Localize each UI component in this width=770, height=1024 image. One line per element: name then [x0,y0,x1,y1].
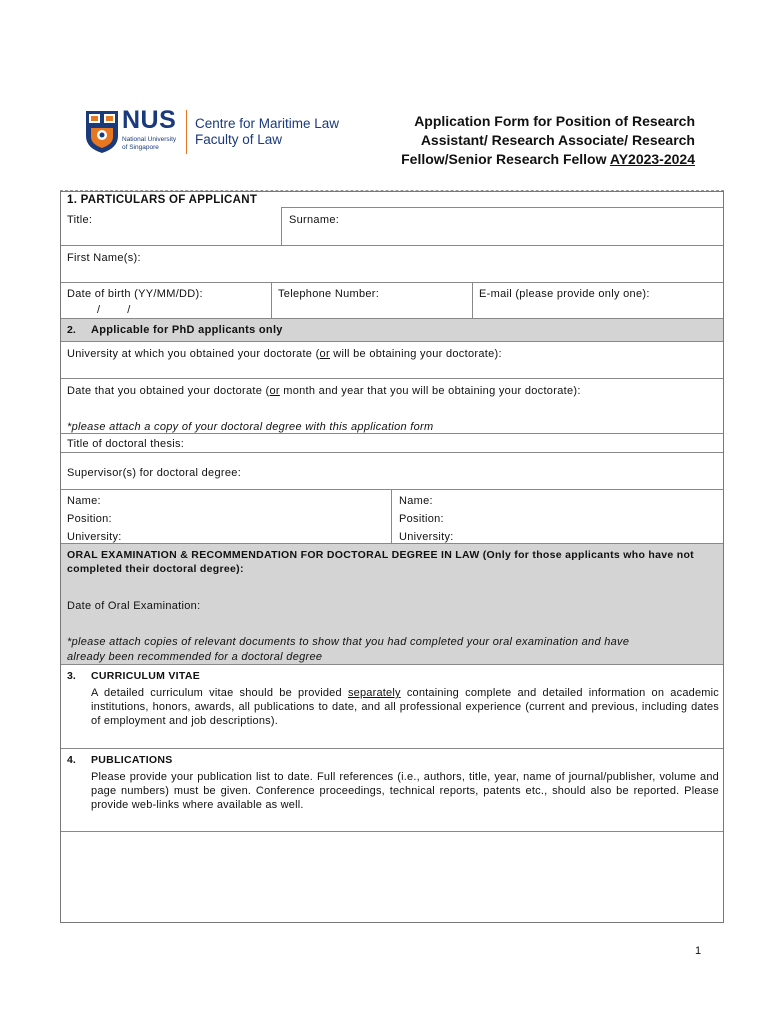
supervisor-label: Supervisor(s) for doctoral degree: [67,467,242,479]
form-title-line-2: Assistant/ Research Associate/ Research [420,132,695,148]
form-title-line-1: Application Form for Position of Research [414,113,695,129]
nus-wordmark: NUS [122,106,177,134]
section-4-text: Please provide your publication list to date. Full references (i.e., authors, title, year, name of journal/publisher, volume and page numbers) must be given. Conference proceedings, technical reports, patents etc., should also be reported. Please provide web-links where available as well. [91,771,719,811]
email-label: E-mail (please provide only one): [479,288,650,300]
oral-note-line-1: *please attach copies of relevant documents to show that you had completed your oral examination and have [67,636,630,648]
supervisor-1-position-label: Position: [67,513,112,525]
nus-logo [85,108,355,158]
supervisor-2-university-label: University: [399,531,454,543]
supervisor-2-name-label: Name: [399,495,433,507]
form-title [365,112,695,169]
dob-label: Date of birth (YY/MM/DD): [67,288,203,300]
section-4-heading: PUBLICATIONS [91,754,173,766]
centre-name [195,116,339,148]
first-name-label: First Name(s): [67,252,141,264]
title-surname-row [61,192,723,246]
dob-phone-email-row [61,283,723,319]
section-3-text-1: A detailed curriculum vitae should be provided [91,687,348,699]
section-3-heading: CURRICULUM VITAE [91,670,201,682]
doctorate-date-row[interactable] [61,379,723,434]
doctorate-date-label [67,384,581,398]
telephone-label: Telephone Number: [278,288,380,300]
publications-input-area[interactable] [61,832,723,922]
application-form [60,191,724,923]
thesis-title-row[interactable] [61,434,723,453]
supervisor-details-row [61,490,723,544]
supervisor-1-cell[interactable] [61,490,391,543]
university-name: National University of Singapore [122,136,177,151]
doctorate-university-text-1: University at which you obtained your doctorate ( [67,348,320,360]
section-3-text-underlined: separately [347,687,401,699]
dob-cell[interactable] [61,283,271,318]
centre-line-1: Centre for Maritime Law [195,116,340,131]
section-2-number: 2. [67,324,76,336]
page-number: 1 [695,945,702,957]
doctorate-university-label [67,347,502,361]
oral-date-label[interactable]: Date of Oral Examination: [67,600,201,612]
section-4-publications [61,749,723,832]
supervisor-1-name-label: Name: [67,495,101,507]
oral-examination-section [61,544,723,665]
supervisor-2-cell[interactable] [391,490,723,543]
page-header [0,0,770,190]
section-2-header [61,319,723,342]
title-label[interactable]: Title: [67,214,93,226]
doctorate-university-text-2: will be obtaining your doctorate): [329,348,502,360]
logo-divider [186,110,187,154]
section-3-text [91,686,719,728]
centre-line-2: Faculty of Law [195,132,283,147]
surname-label: Surname: [289,214,340,226]
doctorate-university-row[interactable] [61,342,723,379]
supervisor-2-position-label: Position: [399,513,444,525]
section-3-text-2: containing complete and detailed information on academic institutions, honors, awards, all publications to date, and all professional experience (current and previous, including dates of employment and job descriptions). [91,687,719,727]
section-3-number: 3. [67,670,76,682]
academic-year: AY2023-2024 [609,151,695,167]
oral-heading-line-1: ORAL EXAMINATION & RECOMMENDATION FOR DOCTORAL DEGREE IN LAW (Only for those applicants who have not [67,549,694,561]
doctorate-date-text-2: month and year that you will be obtaining your doctorate): [279,385,581,397]
section-3-curriculum-vitae [61,665,723,749]
surname-cell[interactable] [281,207,723,245]
section-4-number: 4. [67,754,76,766]
dob-slashes: / / [97,304,131,316]
first-name-row[interactable] [61,246,723,283]
supervisor-1-university-label: University: [67,531,122,543]
doctorate-university-or: or [319,348,330,360]
oral-note-line-2: already been recommended for a doctoral degree [67,651,323,663]
section-1-heading: 1. PARTICULARS OF APPLICANT [67,194,258,206]
thesis-title-label: Title of doctoral thesis: [67,438,185,450]
email-cell[interactable] [472,283,723,318]
degree-attach-note: *please attach a copy of your doctoral degree with this application form [67,421,434,433]
doctorate-date-text-1: Date that you obtained your doctorate ( [67,385,270,397]
doctorate-date-or: or [269,385,280,397]
form-title-line-3 [365,150,695,169]
telephone-cell[interactable] [271,283,472,318]
section-2-heading: Applicable for PhD applicants only [91,324,283,336]
supervisor-row[interactable] [61,453,723,490]
form-title-line-3-text: Fellow/Senior Research Fellow [401,151,610,167]
oral-heading-line-2: completed their doctoral degree): [67,563,244,575]
nus-crest-icon [85,110,119,154]
